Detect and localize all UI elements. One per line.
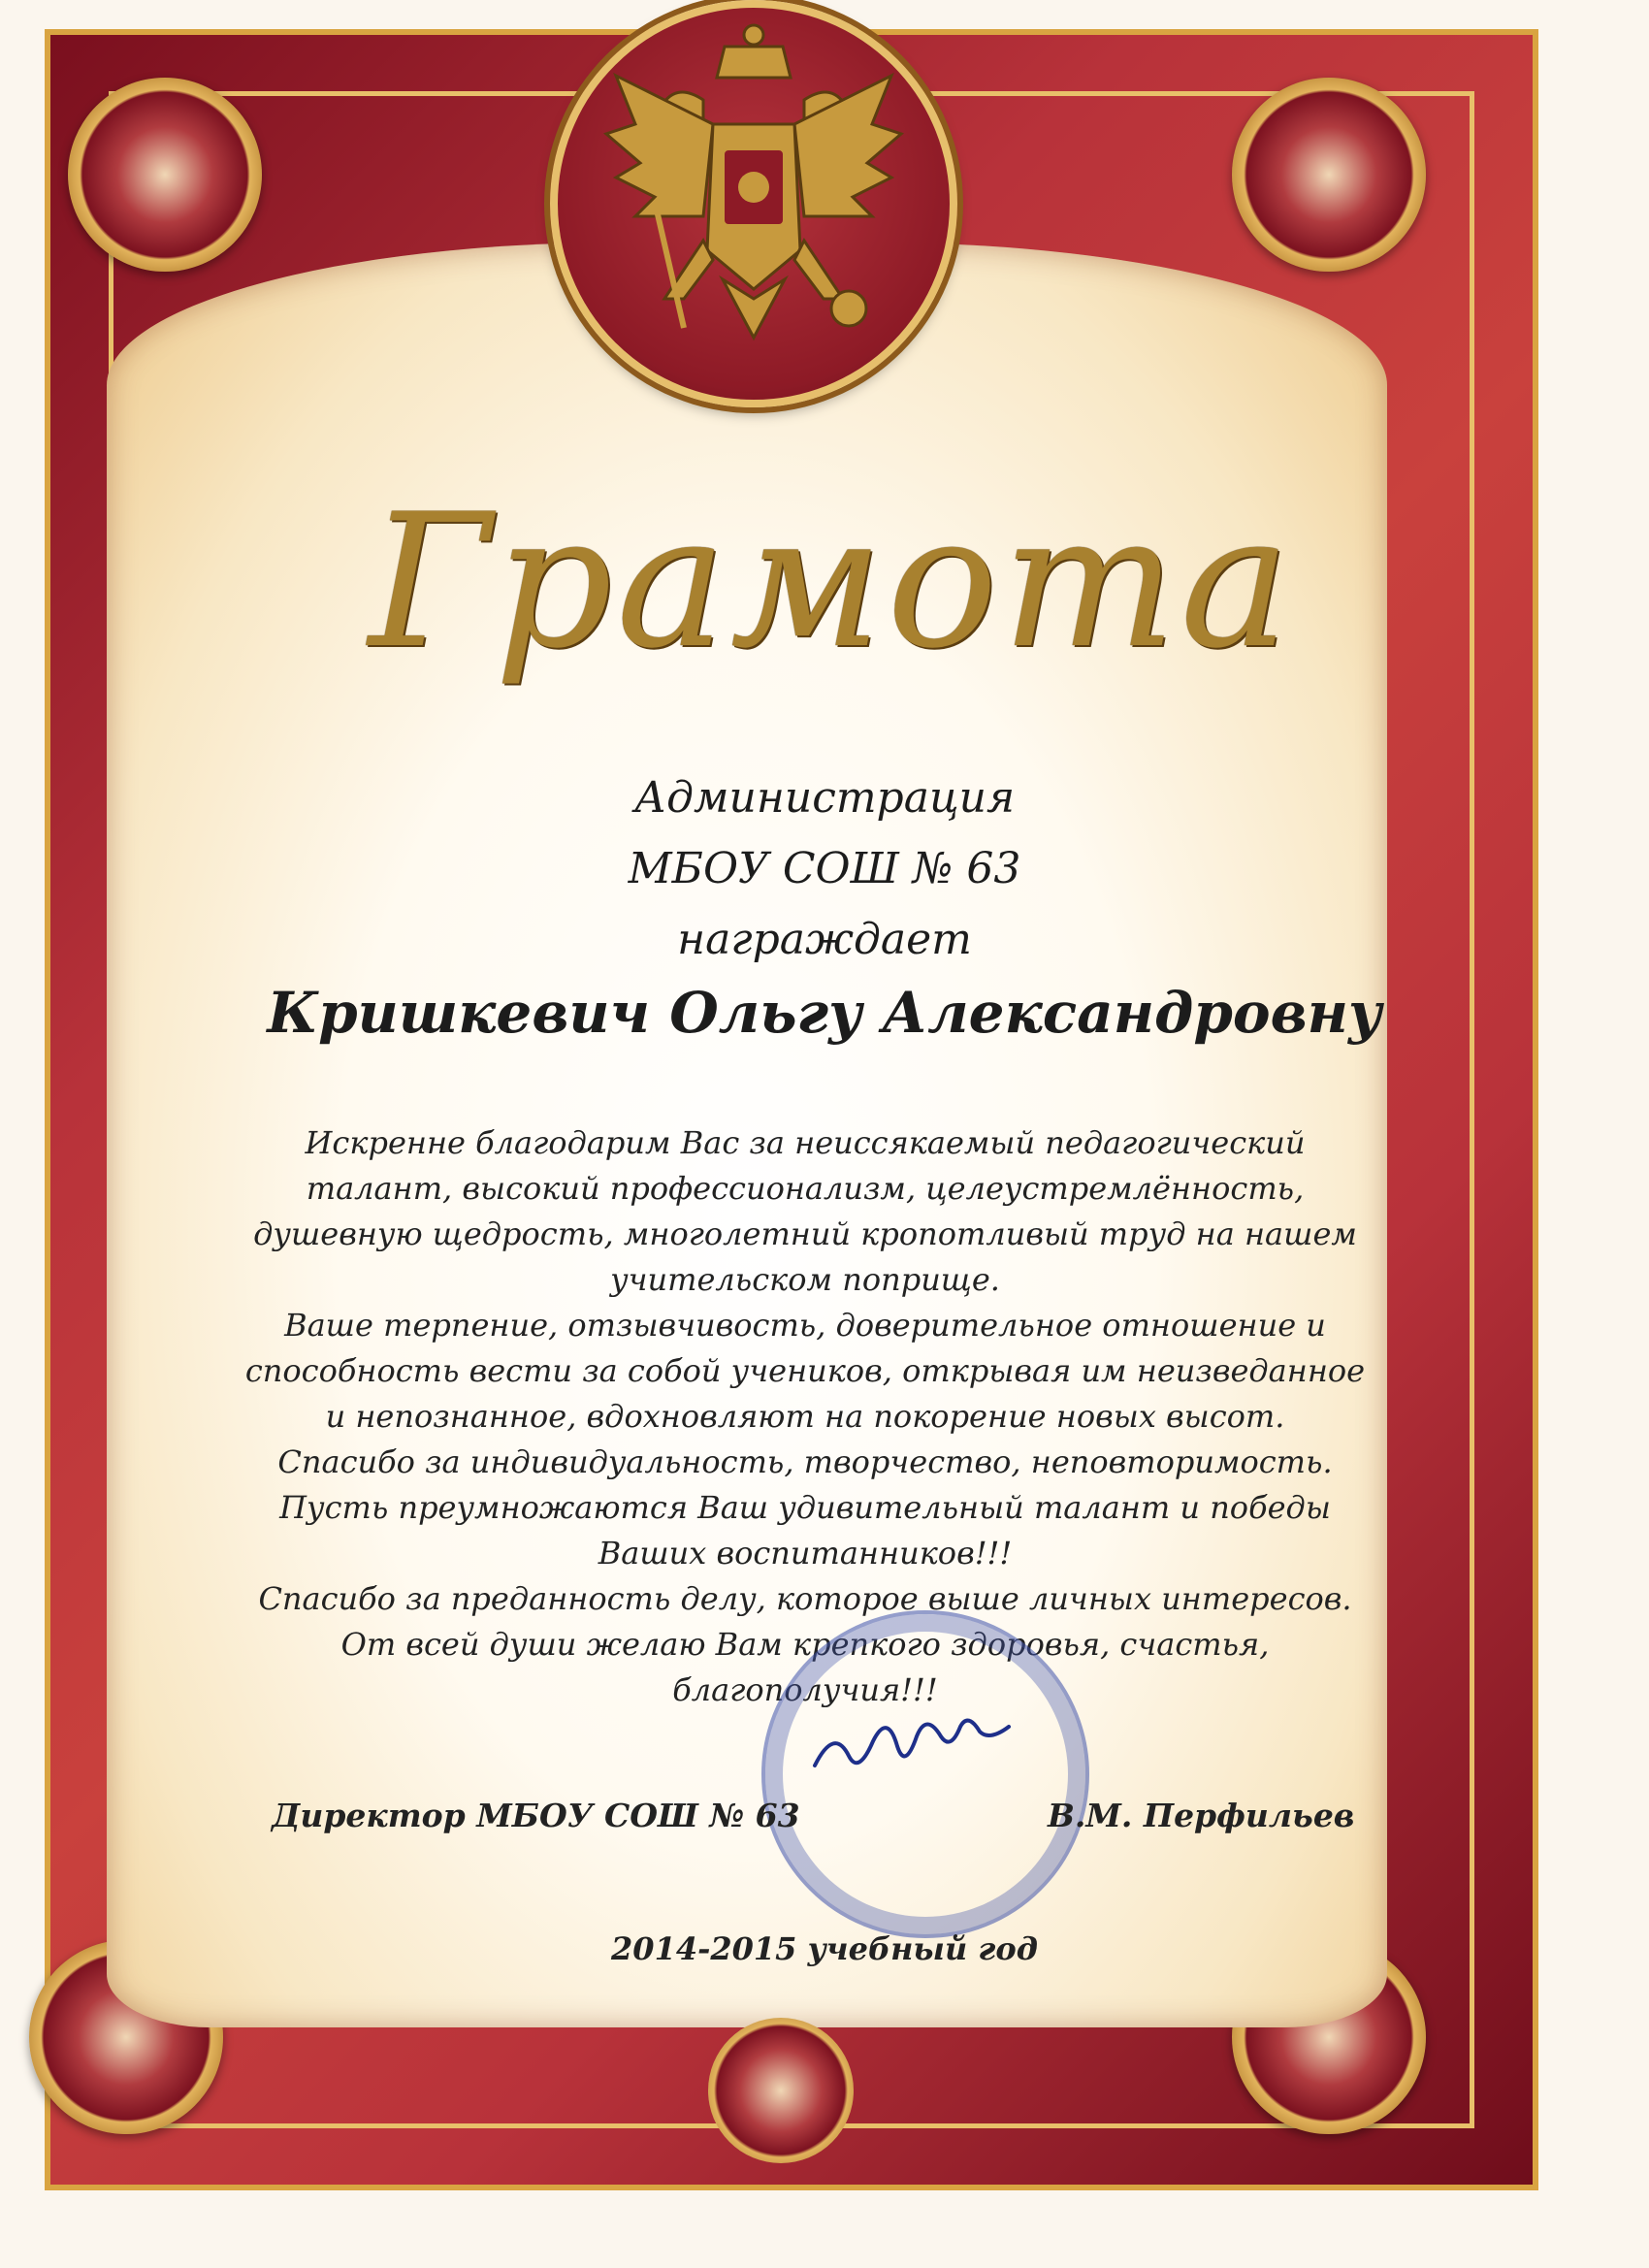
bottom-medallion <box>708 2018 854 2163</box>
body-paragraph: Ваше терпение, отзывчивость, доверительное отношение и способность вести за собой учеников, открывая им неизведанное и непознанное, вдохновляют на покорение новых высот. <box>244 1307 1366 1435</box>
body-paragraph: Спасибо за преданность делу, которое выше личных интересов. <box>258 1580 1352 1617</box>
director-title: Директор МБОУ СОШ № 63 <box>272 1797 800 1834</box>
body-paragraph: Спасибо за индивидуальность, творчество, неповторимость. <box>277 1443 1333 1480</box>
award-action: награждает <box>677 915 972 964</box>
certificate-title: Грамота <box>369 474 1295 689</box>
director-name: В.М. Перфильев <box>1048 1797 1355 1834</box>
body-paragraph: Пусть преумножаются Ваш удивительный талант и победы Ваших воспитанников!!! <box>279 1489 1331 1571</box>
corner-ornament-top-left <box>68 78 262 272</box>
body-paragraph: От всей души желаю Вам крепкого здоровья, счастья, благополучия!!! <box>340 1626 1270 1708</box>
body-paragraph: Искренне благодарим Вас за неиссякаемый педагогический талант, высокий профессионализм, целеустремлённость, душевную щедрость, многолетний кропотливый труд на нашем учительском поприще. <box>253 1124 1357 1298</box>
issuer-line-1: Администрация <box>633 773 1016 823</box>
double-headed-eagle-emblem <box>550 0 957 407</box>
certificate-body <box>233 1120 1377 1713</box>
recipient-name: Кришкевич Ольгу Александровну <box>267 980 1382 1046</box>
issuer-line-2: МБОУ СОШ № 63 <box>628 844 1021 893</box>
school-year: 2014-2015 учебный год <box>611 1930 1038 1967</box>
signature <box>805 1707 1028 1795</box>
corner-ornament-top-right <box>1232 78 1426 272</box>
